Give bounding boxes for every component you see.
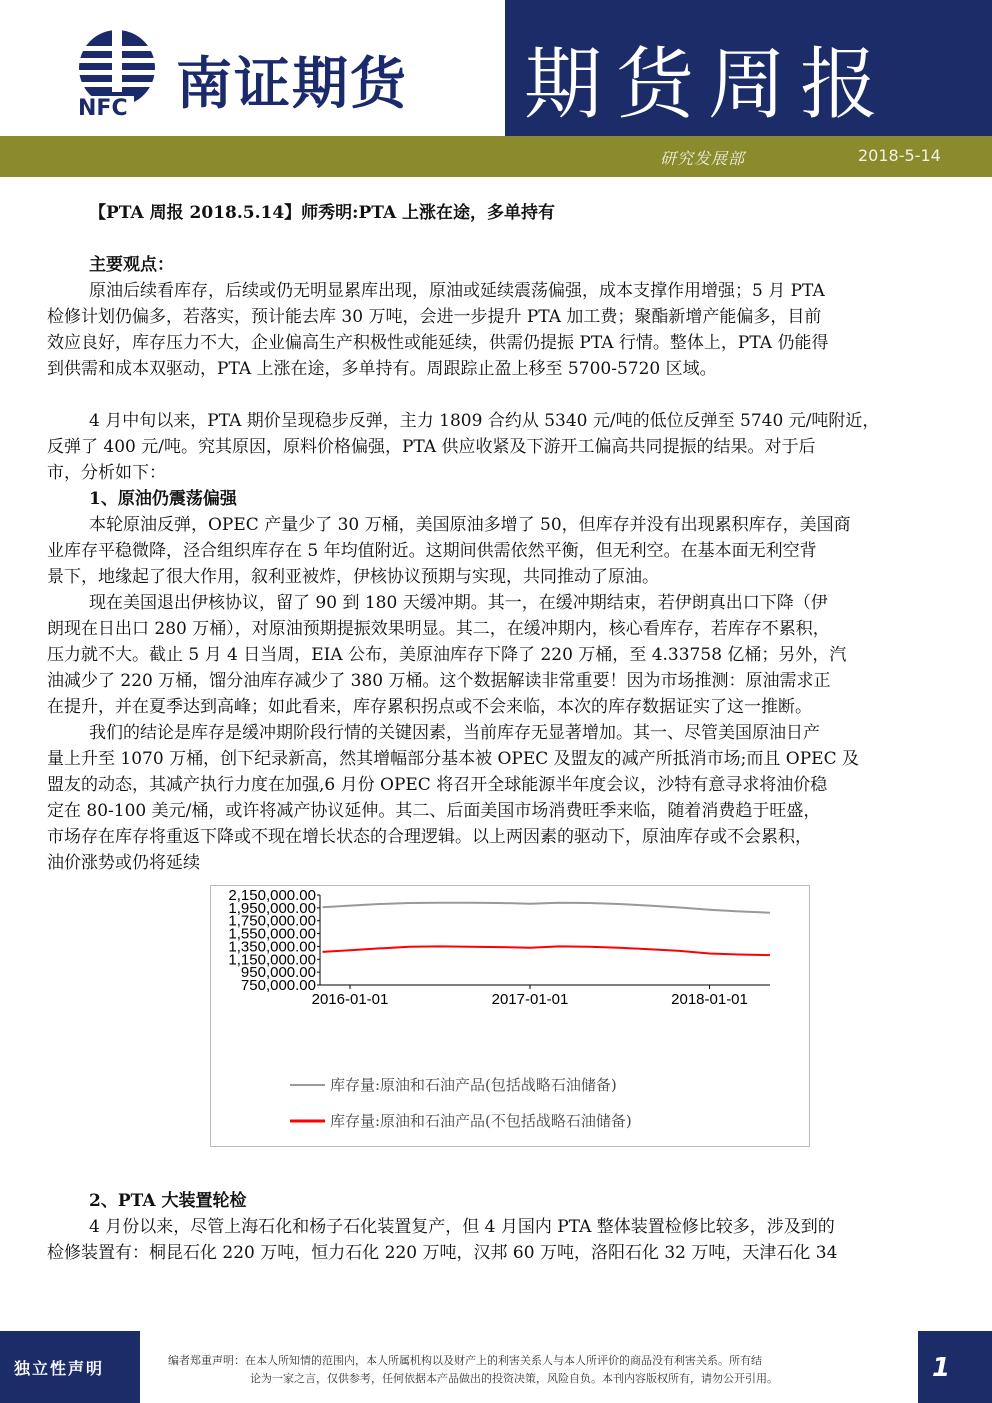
x-tick-label: 2016-01-01 [311, 991, 389, 1008]
section1-p3-line: 量上升至 1070 万桶，创下纪录新高，然其增幅部分基本被 OPEC 及盟友的减产所抵消市场;而且 OPEC 及 [47, 749, 859, 769]
section1-p3-line: 盟友的动态，其减产执行力度在加强,6 月份 OPEC 将召开全球能源半年度会议，沙特有意寻求将油价稳 [47, 775, 828, 795]
independence-statement-label: 独立性声明 [14, 1359, 105, 1378]
section1-p3-line: 我们的结论是库存是缓冲期阶段行情的关键因素，当前库存无显著增加。其一、尽管美国原油日产 [89, 723, 820, 743]
main-view-line: 效应良好，库存压力不大，企业偏高生产积极性或能延续，供需仍提振 PTA 行情。整体上，PTA 仍能得 [47, 333, 829, 353]
report-date: 2018-5-14 [858, 146, 941, 165]
main-view-title: 主要观点： [89, 255, 174, 275]
section1-p1-line: 业库存平稳微降，泾合组织库存在 5 年均值附近。这期间供需依然平衡，但无利空。在基本面无利空背 [47, 541, 817, 561]
main-view-line: 原油后续看库存，后续或仍无明显累库出现，原油或延续震荡偏强，成本支撑作用增强；5 月 PTA [89, 281, 825, 301]
section2-title: 2、PTA 大装置轮检 [89, 1191, 247, 1211]
section2-line: 4 月份以来，尽管上海石化和杨子石化装置复产，但 4 月国内 PTA 整体装置检修比较多，涉及到的 [89, 1217, 835, 1237]
x-tick-label: 2017-01-01 [491, 991, 569, 1008]
section1-p1-line: 本轮原油反弹，OPEC 产量少了 30 万桶，美国原油多增了 50，但库存并没有出现累积库存，美国商 [89, 515, 851, 535]
y-tick-label: 1,150,000.00 [228, 951, 316, 969]
section1-p2-line: 朗现在日出口 280 万桶），对原油预期提振效果明显。其二，在缓冲期内，核心看库存，若库存不累积， [47, 619, 830, 639]
inventory-line-chart [210, 885, 810, 1147]
article-headline: 【PTA 周报 2018.5.14】师秀明:PTA 上涨在途，多单持有 [89, 203, 556, 223]
section1-p2-line: 压力就不大。截止 5 月 4 日当周，EIA 公布，美原油库存下降了 220 万桶，至 4.33758 亿桶；另外，汽 [47, 645, 847, 665]
logo-area [0, 0, 505, 136]
x-tick-label: 2018-01-01 [671, 991, 748, 1008]
department-label: 研究发展部 [660, 149, 746, 168]
logo-abbr: NFC [72, 96, 134, 121]
intro-line: 反弹了 400 元/吨。究其原因，原料价格偏强，PTA 供应收紧及下游开工偏高共同提振的结果。对于后 [47, 437, 816, 457]
section1-p3-line: 市场存在库存将重返下降或不现在增长状态的合理逻辑。以上两因素的驱动下，原油库存或不会累积， [47, 827, 812, 847]
section1-p2-line: 在提升，并在夏季达到高峰；如此看来，库存累积拐点或不会来临，本次的库存数据证实了这一推断。 [47, 697, 812, 717]
y-tick-label: 1,550,000.00 [228, 925, 316, 943]
legend-label: 库存量:原油和石油产品(不包括战略石油储备) [330, 1112, 632, 1130]
intro-line: 4 月中旬以来，PTA 期价呈现稳步反弹，主力 1809 合约从 5340 元/吨的低位反弹至 5740 元/吨附近， [89, 411, 880, 431]
y-tick-label: 950,000.00 [240, 964, 316, 982]
report-title: 期货周报 [524, 40, 893, 130]
y-tick-label: 1,950,000.00 [228, 899, 316, 917]
main-view-line: 检修计划仍偏多，若落实，预计能去库 30 万吨，会进一步提升 PTA 加工费；聚酯新增产能偏多，目前 [47, 307, 822, 327]
section1-title: 1、原油仍震荡偏强 [89, 489, 237, 509]
legend-label: 库存量:原油和石油产品(包括战略石油储备) [330, 1076, 617, 1094]
section1-p3-line: 油价涨势或仍将延续 [47, 853, 200, 873]
y-tick-label: 750,000.00 [240, 977, 316, 994]
header-subbar [0, 136, 992, 177]
company-logo-text: 南证期货 [176, 52, 408, 117]
main-view-line: 到供需和成本双驱动，PTA 上涨在途，多单持有。周跟踪止盈上移至 5700-5720 区域。 [47, 359, 717, 379]
y-tick-label: 2,150,000.00 [228, 887, 316, 904]
section1-p2-line: 油减少了 220 万桶，馏分油库存减少了 380 万桶。这个数据解读非常重要！因为市场推测：原油需求正 [47, 671, 831, 691]
footer-note-line: 论为一家之言，仅供参考，任何依据本产品做出的投资决策，风险自负。本刊内容版权所有，请勿公开引用。 [250, 1372, 778, 1385]
section2-line: 检修装置有：桐昆石化 220 万吨，恒力石化 220 万吨，汉邦 60 万吨，洛阳石化 32 万吨，天津石化 34 [47, 1243, 838, 1263]
section1-p2-line: 现在美国退出伊核协议，留了 90 到 180 天缓冲期。其一，在缓冲期结束，若伊朗真出口下降（伊 [89, 593, 828, 613]
footer-note-line: 编者郑重声明：在本人所知情的范围内，本人所属机构以及财产上的利害关系人与本人所评价的商品没有利害关系。所有结 [168, 1354, 762, 1367]
y-tick-label: 1,750,000.00 [228, 912, 316, 930]
page-number: 1 [932, 1353, 951, 1383]
y-tick-label: 1,350,000.00 [228, 938, 316, 956]
section1-p3-line: 定在 80-100 美元/桶，或许将减产协议延伸。其二、后面美国市场消费旺季来临，随着消费趋于旺盛， [47, 801, 821, 821]
section1-p1-line: 景下，地缘起了很大作用，叙利亚被炸，伊核协议预期与实现，共同推动了原油。 [47, 567, 659, 587]
intro-line: 市，分析如下： [47, 463, 166, 483]
